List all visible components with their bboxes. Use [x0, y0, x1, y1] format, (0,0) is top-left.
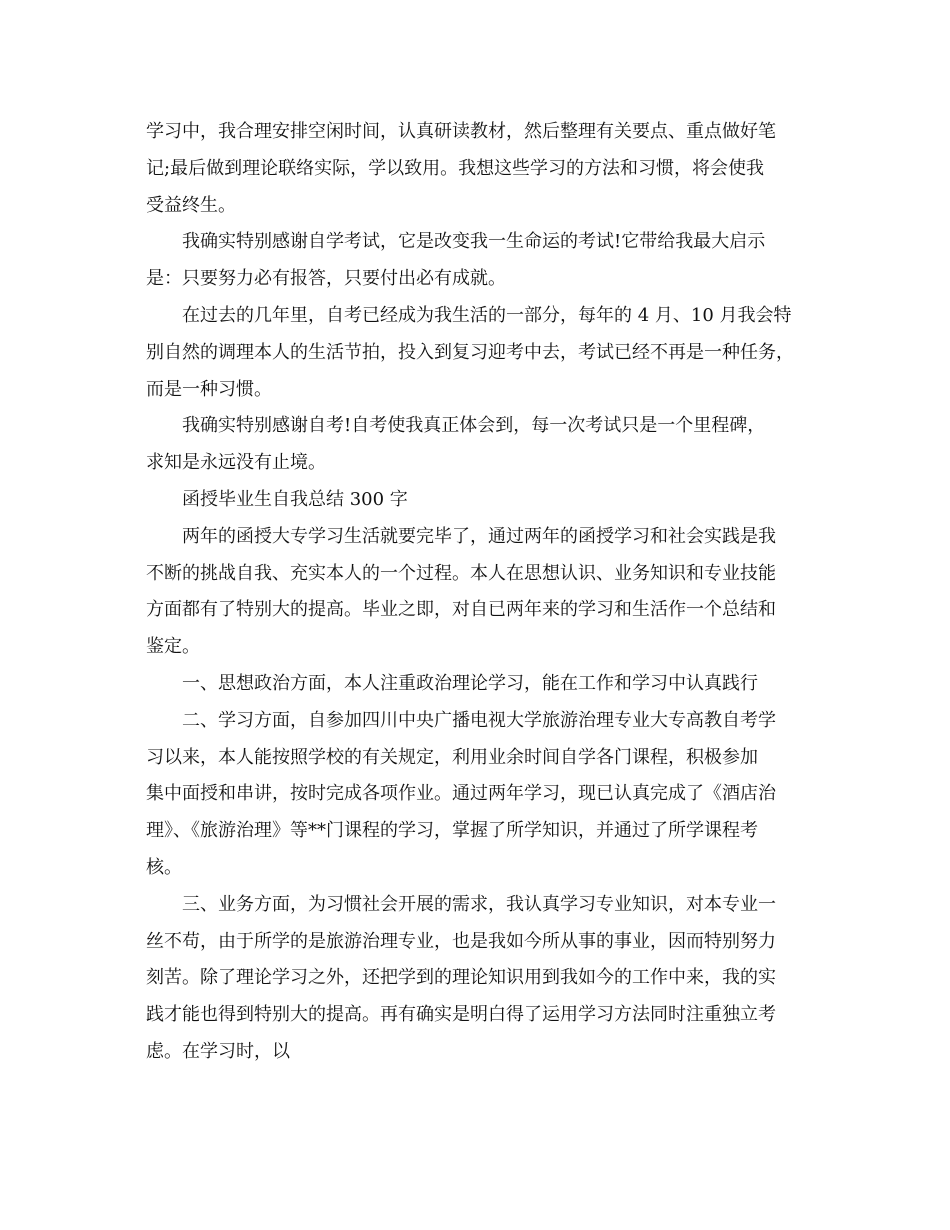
text-line: 记;最后做到理论联络实际，学以致用。我想这些学习的方法和习惯，将会使我 — [146, 157, 765, 179]
text-line: 刻苦。除了理论学习之外，还把学到的理论知识用到我如今的工作中来，我的实 — [146, 967, 776, 989]
paragraph — [146, 114, 816, 224]
section-heading — [146, 482, 816, 519]
text-line: 习以来，本人能按照学校的有关规定，利用业余时间自学各门课程，积极参加 — [146, 746, 758, 768]
paragraph — [146, 298, 816, 408]
paragraph — [146, 519, 816, 666]
text-line: 在过去的几年里，自考已经成为我生活的一部分，每年的 4 月、10 月我会特 — [182, 304, 792, 326]
text-line: 集中面授和串讲，按时完成各项作业。通过两年学习，现已认真完成了《酒店治 — [146, 783, 776, 805]
paragraph — [146, 224, 816, 298]
text-line: 我确实特别感谢自考!自考使我真正体会到，每一次考试只是一个里程碑， — [182, 415, 766, 437]
text-line: 两年的函授大专学习生活就要完毕了，通过两年的函授学习和社会实践是我 — [182, 525, 776, 547]
paragraph — [146, 703, 816, 887]
text-line: 学习中，我合理安排空闲时间，认真研读教材，然后整理有关要点、重点做好笔 — [146, 121, 776, 142]
text-line: 核。 — [146, 856, 182, 878]
text-line: 别自然的调理本人的生活节拍，投入到复习迎考中去，考试已经不再是一种任务， — [146, 341, 794, 363]
text-line: 我确实特别感谢自学考试，它是改变我一生命运的考试!它带给我最大启示 — [182, 231, 766, 253]
text-line: 而是一种习惯。 — [146, 378, 272, 400]
paragraph — [146, 666, 816, 703]
text-line: 二、学习方面，自参加四川中央广播电视大学旅游治理专业大专高教自考学 — [182, 709, 776, 731]
text-line: 鉴定。 — [146, 636, 200, 658]
text-line: 虑。在学习时，以 — [146, 1040, 290, 1062]
heading-line: 函授毕业生自我总结 300 字 — [182, 488, 408, 510]
text-line: 一、思想政治方面，本人注重政治理论学习，能在工作和学习中认真践行 — [182, 672, 758, 694]
paragraph — [146, 887, 816, 1071]
text-line: 丝不苟，由于所学的是旅游治理专业，也是我如今所从事的事业，因而特别努力 — [146, 930, 776, 952]
paragraph — [146, 408, 816, 482]
text-line: 三、业务方面，为习惯社会开展的需求，我认真学习专业知识，对本专业一 — [182, 893, 776, 915]
text-line: 不断的挑战自我、充实本人的一个过程。本人在思想认识、业务知识和专业技能 — [146, 562, 776, 584]
text-line: 方面都有了特别大的提高。毕业之即，对自已两年来的学习和生活作一个总结和 — [146, 599, 776, 621]
document-body — [146, 114, 816, 1071]
text-line: 求知是永远没有止境。 — [146, 452, 326, 474]
text-line: 受益终生。 — [146, 194, 236, 216]
text-line: 践才能也得到特别大的提高。再有确实是明白得了运用学习方法同时注重独立考 — [146, 1004, 776, 1026]
text-line: 是：只要努力必有报答，只要付出必有成就。 — [146, 268, 506, 290]
text-line: 理》、《旅游治理》等**门课程的学习，掌握了所学知识，并通过了所学课程考 — [146, 820, 758, 842]
